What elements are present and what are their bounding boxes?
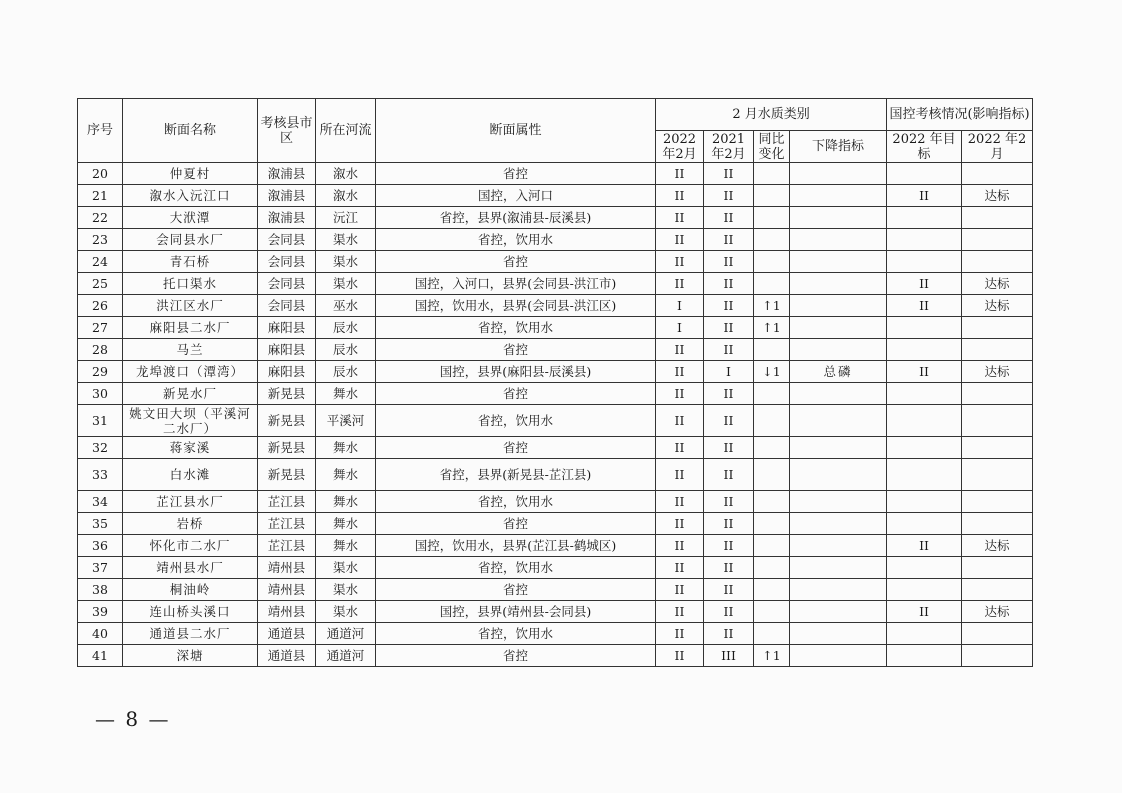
cell-result-2022 — [962, 459, 1033, 491]
cell-target-2022 — [887, 491, 962, 513]
cell-result-2022 — [962, 207, 1033, 229]
cell-county: 靖州县 — [258, 579, 316, 601]
cell-target-2022: II — [887, 535, 962, 557]
cell-section-name: 青石桥 — [123, 251, 258, 273]
cell-attribute: 国控，入河口 — [376, 185, 656, 207]
cell-county: 芷江县 — [258, 491, 316, 513]
cell-yoy-change — [754, 601, 790, 623]
cell-target-2022: II — [887, 273, 962, 295]
cell-quality-2022: I — [656, 295, 704, 317]
cell-result-2022: 达标 — [962, 185, 1033, 207]
cell-seq: 22 — [78, 207, 123, 229]
cell-section-name: 白水滩 — [123, 459, 258, 491]
cell-river: 溆水 — [316, 185, 376, 207]
cell-section-name: 深塘 — [123, 645, 258, 667]
cell-quality-2022: II — [656, 437, 704, 459]
cell-decline-indicator — [790, 185, 887, 207]
cell-seq: 31 — [78, 405, 123, 437]
table-row — [78, 623, 1033, 645]
cell-county: 麻阳县 — [258, 361, 316, 383]
cell-seq: 38 — [78, 579, 123, 601]
cell-result-2022 — [962, 623, 1033, 645]
cell-quality-2022: II — [656, 459, 704, 491]
cell-seq: 21 — [78, 185, 123, 207]
cell-section-name: 麻阳县二水厂 — [123, 317, 258, 339]
cell-section-name: 姚文田大坝（平溪河二水厂） — [123, 405, 258, 437]
header-decline-indicator: 下降指标 — [790, 131, 887, 163]
cell-target-2022 — [887, 405, 962, 437]
cell-attribute: 省控，县界(溆浦县-辰溪县) — [376, 207, 656, 229]
cell-attribute: 国控，县界(麻阳县-辰溪县) — [376, 361, 656, 383]
cell-seq: 23 — [78, 229, 123, 251]
cell-attribute: 省控 — [376, 339, 656, 361]
cell-quality-2022: II — [656, 557, 704, 579]
cell-attribute: 省控，饮用水 — [376, 317, 656, 339]
cell-quality-2022: II — [656, 513, 704, 535]
header-2022-feb: 2022 年2月 — [656, 131, 704, 163]
cell-yoy-change — [754, 623, 790, 645]
cell-river: 渠水 — [316, 579, 376, 601]
table-row — [78, 601, 1033, 623]
cell-target-2022 — [887, 163, 962, 185]
cell-river: 渠水 — [316, 229, 376, 251]
cell-decline-indicator — [790, 405, 887, 437]
table-row — [78, 207, 1033, 229]
cell-yoy-change — [754, 229, 790, 251]
cell-result-2022: 达标 — [962, 535, 1033, 557]
cell-attribute: 省控 — [376, 645, 656, 667]
cell-river: 通道河 — [316, 623, 376, 645]
cell-quality-2021: I — [704, 361, 754, 383]
cell-decline-indicator — [790, 513, 887, 535]
cell-yoy-change — [754, 185, 790, 207]
cell-quality-2021: II — [704, 317, 754, 339]
cell-quality-2021: II — [704, 601, 754, 623]
cell-yoy-change — [754, 513, 790, 535]
cell-river: 舞水 — [316, 535, 376, 557]
cell-yoy-change — [754, 579, 790, 601]
cell-yoy-change — [754, 557, 790, 579]
cell-seq: 28 — [78, 339, 123, 361]
cell-section-name: 仲夏村 — [123, 163, 258, 185]
cell-quality-2022: II — [656, 339, 704, 361]
table-row — [78, 437, 1033, 459]
cell-seq: 20 — [78, 163, 123, 185]
cell-target-2022 — [887, 623, 962, 645]
cell-quality-2021: II — [704, 557, 754, 579]
header-feb-quality: 2 月水质类别 — [656, 99, 887, 131]
cell-river: 辰水 — [316, 339, 376, 361]
cell-attribute: 国控，饮用水，县界(芷江县-鹤城区) — [376, 535, 656, 557]
cell-decline-indicator — [790, 273, 887, 295]
cell-seq: 32 — [78, 437, 123, 459]
cell-attribute: 国控，饮用水，县界(会同县-洪江区) — [376, 295, 656, 317]
cell-river: 渠水 — [316, 601, 376, 623]
cell-county: 会同县 — [258, 251, 316, 273]
header-2021-feb: 2021 年2月 — [704, 131, 754, 163]
cell-section-name: 岩桥 — [123, 513, 258, 535]
cell-county: 靖州县 — [258, 557, 316, 579]
cell-quality-2021: II — [704, 229, 754, 251]
cell-quality-2022: II — [656, 229, 704, 251]
cell-river: 巫水 — [316, 295, 376, 317]
cell-yoy-change — [754, 251, 790, 273]
cell-target-2022: II — [887, 295, 962, 317]
cell-attribute: 省控，饮用水 — [376, 623, 656, 645]
table-row — [78, 229, 1033, 251]
cell-quality-2022: II — [656, 579, 704, 601]
cell-attribute: 省控 — [376, 163, 656, 185]
cell-county: 新晃县 — [258, 459, 316, 491]
cell-quality-2022: II — [656, 491, 704, 513]
cell-yoy-change: ↓1 — [754, 361, 790, 383]
cell-seq: 29 — [78, 361, 123, 383]
cell-result-2022 — [962, 557, 1033, 579]
header-national-assessment: 国控考核情况(影响指标) — [887, 99, 1033, 131]
water-quality-table — [77, 98, 1033, 667]
cell-quality-2021: II — [704, 405, 754, 437]
cell-attribute: 省控 — [376, 513, 656, 535]
table-row — [78, 251, 1033, 273]
cell-result-2022 — [962, 317, 1033, 339]
cell-quality-2021: II — [704, 207, 754, 229]
cell-decline-indicator — [790, 557, 887, 579]
page-number: — 8 — — [95, 707, 171, 731]
cell-yoy-change — [754, 535, 790, 557]
cell-seq: 34 — [78, 491, 123, 513]
cell-quality-2022: II — [656, 273, 704, 295]
cell-quality-2021: II — [704, 491, 754, 513]
cell-section-name: 靖州县水厂 — [123, 557, 258, 579]
header-yoy-change: 同比变化 — [754, 131, 790, 163]
cell-seq: 24 — [78, 251, 123, 273]
cell-yoy-change: ↑1 — [754, 317, 790, 339]
cell-yoy-change — [754, 405, 790, 437]
cell-river: 舞水 — [316, 491, 376, 513]
cell-quality-2021: II — [704, 535, 754, 557]
cell-river: 通道河 — [316, 645, 376, 667]
cell-target-2022 — [887, 251, 962, 273]
cell-decline-indicator — [790, 459, 887, 491]
cell-seq: 26 — [78, 295, 123, 317]
cell-target-2022: II — [887, 601, 962, 623]
cell-section-name: 大洑潭 — [123, 207, 258, 229]
cell-river: 沅江 — [316, 207, 376, 229]
table-row — [78, 273, 1033, 295]
cell-quality-2022: I — [656, 317, 704, 339]
table-row — [78, 513, 1033, 535]
cell-result-2022 — [962, 437, 1033, 459]
cell-section-name: 怀化市二水厂 — [123, 535, 258, 557]
header-target-2022: 2022 年目标 — [887, 131, 962, 163]
cell-section-name: 新晃水厂 — [123, 383, 258, 405]
cell-quality-2022: II — [656, 383, 704, 405]
cell-result-2022 — [962, 339, 1033, 361]
cell-attribute: 省控，饮用水 — [376, 557, 656, 579]
cell-county: 新晃县 — [258, 437, 316, 459]
cell-attribute: 省控，饮用水 — [376, 229, 656, 251]
cell-quality-2021: II — [704, 185, 754, 207]
cell-quality-2021: III — [704, 645, 754, 667]
cell-decline-indicator — [790, 535, 887, 557]
cell-yoy-change — [754, 207, 790, 229]
cell-attribute: 省控 — [376, 383, 656, 405]
cell-river: 渠水 — [316, 251, 376, 273]
table-row — [78, 339, 1033, 361]
cell-yoy-change: ↑1 — [754, 295, 790, 317]
cell-river: 舞水 — [316, 459, 376, 491]
table-row — [78, 459, 1033, 491]
cell-target-2022: II — [887, 361, 962, 383]
table-row — [78, 491, 1033, 513]
cell-result-2022 — [962, 513, 1033, 535]
cell-quality-2022: II — [656, 185, 704, 207]
cell-decline-indicator — [790, 251, 887, 273]
cell-section-name: 托口渠水 — [123, 273, 258, 295]
cell-target-2022 — [887, 513, 962, 535]
cell-result-2022 — [962, 251, 1033, 273]
table-row — [78, 405, 1033, 437]
cell-county: 通道县 — [258, 623, 316, 645]
cell-county: 溆浦县 — [258, 185, 316, 207]
cell-river: 辰水 — [316, 361, 376, 383]
cell-quality-2021: II — [704, 251, 754, 273]
header-section-name: 断面名称 — [123, 99, 258, 163]
cell-quality-2021: II — [704, 339, 754, 361]
table-row — [78, 163, 1033, 185]
cell-seq: 41 — [78, 645, 123, 667]
cell-quality-2021: II — [704, 437, 754, 459]
table-row — [78, 383, 1033, 405]
cell-quality-2022: II — [656, 645, 704, 667]
cell-attribute: 国控，入河口，县界(会同县-洪江市) — [376, 273, 656, 295]
cell-section-name: 通道县二水厂 — [123, 623, 258, 645]
cell-seq: 40 — [78, 623, 123, 645]
cell-decline-indicator — [790, 229, 887, 251]
cell-section-name: 龙埠渡口（潭湾） — [123, 361, 258, 383]
cell-yoy-change — [754, 459, 790, 491]
cell-result-2022 — [962, 229, 1033, 251]
cell-result-2022: 达标 — [962, 361, 1033, 383]
cell-section-name: 洪江区水厂 — [123, 295, 258, 317]
cell-river: 辰水 — [316, 317, 376, 339]
cell-section-name: 芷江县水厂 — [123, 491, 258, 513]
cell-seq: 33 — [78, 459, 123, 491]
cell-attribute: 省控，饮用水 — [376, 491, 656, 513]
cell-decline-indicator — [790, 623, 887, 645]
cell-attribute: 省控，饮用水 — [376, 405, 656, 437]
cell-quality-2021: II — [704, 623, 754, 645]
cell-decline-indicator — [790, 383, 887, 405]
cell-yoy-change — [754, 273, 790, 295]
cell-river: 渠水 — [316, 557, 376, 579]
cell-county: 麻阳县 — [258, 317, 316, 339]
cell-river: 平溪河 — [316, 405, 376, 437]
cell-target-2022 — [887, 383, 962, 405]
cell-target-2022 — [887, 557, 962, 579]
cell-quality-2021: II — [704, 579, 754, 601]
table-row — [78, 579, 1033, 601]
cell-decline-indicator — [790, 163, 887, 185]
cell-result-2022 — [962, 405, 1033, 437]
cell-seq: 30 — [78, 383, 123, 405]
header-river: 所在河流 — [316, 99, 376, 163]
cell-section-name: 蒋家溪 — [123, 437, 258, 459]
cell-yoy-change — [754, 491, 790, 513]
cell-river: 舞水 — [316, 513, 376, 535]
cell-result-2022: 达标 — [962, 601, 1033, 623]
cell-decline-indicator — [790, 339, 887, 361]
cell-section-name: 桐油岭 — [123, 579, 258, 601]
cell-quality-2021: II — [704, 273, 754, 295]
cell-attribute: 省控，县界(新晃县-芷江县) — [376, 459, 656, 491]
cell-decline-indicator — [790, 645, 887, 667]
cell-county: 通道县 — [258, 645, 316, 667]
cell-quality-2021: II — [704, 383, 754, 405]
cell-target-2022 — [887, 579, 962, 601]
cell-section-name: 会同县水厂 — [123, 229, 258, 251]
cell-attribute: 省控 — [376, 437, 656, 459]
cell-decline-indicator — [790, 491, 887, 513]
cell-quality-2022: II — [656, 251, 704, 273]
cell-result-2022 — [962, 163, 1033, 185]
cell-result-2022 — [962, 491, 1033, 513]
cell-target-2022 — [887, 229, 962, 251]
cell-target-2022 — [887, 459, 962, 491]
cell-county: 溆浦县 — [258, 163, 316, 185]
cell-result-2022 — [962, 579, 1033, 601]
cell-attribute: 省控 — [376, 251, 656, 273]
cell-county: 溆浦县 — [258, 207, 316, 229]
cell-decline-indicator: 总磷 — [790, 361, 887, 383]
table-row — [78, 295, 1033, 317]
cell-target-2022 — [887, 645, 962, 667]
cell-quality-2022: II — [656, 535, 704, 557]
cell-county: 靖州县 — [258, 601, 316, 623]
cell-quality-2021: II — [704, 513, 754, 535]
cell-quality-2021: II — [704, 459, 754, 491]
cell-decline-indicator — [790, 579, 887, 601]
cell-county: 新晃县 — [258, 383, 316, 405]
cell-decline-indicator — [790, 317, 887, 339]
cell-attribute: 国控，县界(靖州县-会同县) — [376, 601, 656, 623]
cell-target-2022 — [887, 317, 962, 339]
cell-yoy-change: ↑1 — [754, 645, 790, 667]
cell-county: 芷江县 — [258, 535, 316, 557]
cell-section-name: 马兰 — [123, 339, 258, 361]
cell-quality-2021: II — [704, 295, 754, 317]
cell-river: 舞水 — [316, 383, 376, 405]
cell-county: 麻阳县 — [258, 339, 316, 361]
cell-result-2022: 达标 — [962, 295, 1033, 317]
cell-county: 新晃县 — [258, 405, 316, 437]
table-row — [78, 557, 1033, 579]
cell-county: 会同县 — [258, 273, 316, 295]
header-attribute: 断面属性 — [376, 99, 656, 163]
cell-decline-indicator — [790, 437, 887, 459]
header-feb-2022: 2022 年2月 — [962, 131, 1033, 163]
header-county: 考核县市区 — [258, 99, 316, 163]
cell-county: 芷江县 — [258, 513, 316, 535]
cell-quality-2022: II — [656, 623, 704, 645]
table-body — [78, 163, 1033, 667]
table-row — [78, 185, 1033, 207]
cell-decline-indicator — [790, 601, 887, 623]
table-row — [78, 645, 1033, 667]
table-row — [78, 361, 1033, 383]
cell-quality-2022: II — [656, 405, 704, 437]
cell-target-2022: II — [887, 185, 962, 207]
cell-result-2022: 达标 — [962, 273, 1033, 295]
cell-result-2022 — [962, 645, 1033, 667]
cell-river: 溆水 — [316, 163, 376, 185]
table-row — [78, 535, 1033, 557]
cell-quality-2022: II — [656, 163, 704, 185]
cell-river: 舞水 — [316, 437, 376, 459]
cell-quality-2022: II — [656, 361, 704, 383]
cell-yoy-change — [754, 163, 790, 185]
cell-seq: 25 — [78, 273, 123, 295]
cell-quality-2022: II — [656, 601, 704, 623]
cell-decline-indicator — [790, 295, 887, 317]
cell-target-2022 — [887, 207, 962, 229]
cell-seq: 39 — [78, 601, 123, 623]
cell-seq: 37 — [78, 557, 123, 579]
cell-target-2022 — [887, 437, 962, 459]
cell-section-name: 连山桥头溪口 — [123, 601, 258, 623]
cell-quality-2022: II — [656, 207, 704, 229]
cell-yoy-change — [754, 339, 790, 361]
table-row — [78, 317, 1033, 339]
cell-section-name: 溆水入沅江口 — [123, 185, 258, 207]
cell-target-2022 — [887, 339, 962, 361]
cell-seq: 36 — [78, 535, 123, 557]
cell-river: 渠水 — [316, 273, 376, 295]
cell-attribute: 省控 — [376, 579, 656, 601]
cell-seq: 35 — [78, 513, 123, 535]
cell-county: 会同县 — [258, 295, 316, 317]
cell-result-2022 — [962, 383, 1033, 405]
cell-decline-indicator — [790, 207, 887, 229]
cell-seq: 27 — [78, 317, 123, 339]
header-seq: 序号 — [78, 99, 123, 163]
cell-county: 会同县 — [258, 229, 316, 251]
cell-quality-2021: II — [704, 163, 754, 185]
cell-yoy-change — [754, 383, 790, 405]
cell-yoy-change — [754, 437, 790, 459]
